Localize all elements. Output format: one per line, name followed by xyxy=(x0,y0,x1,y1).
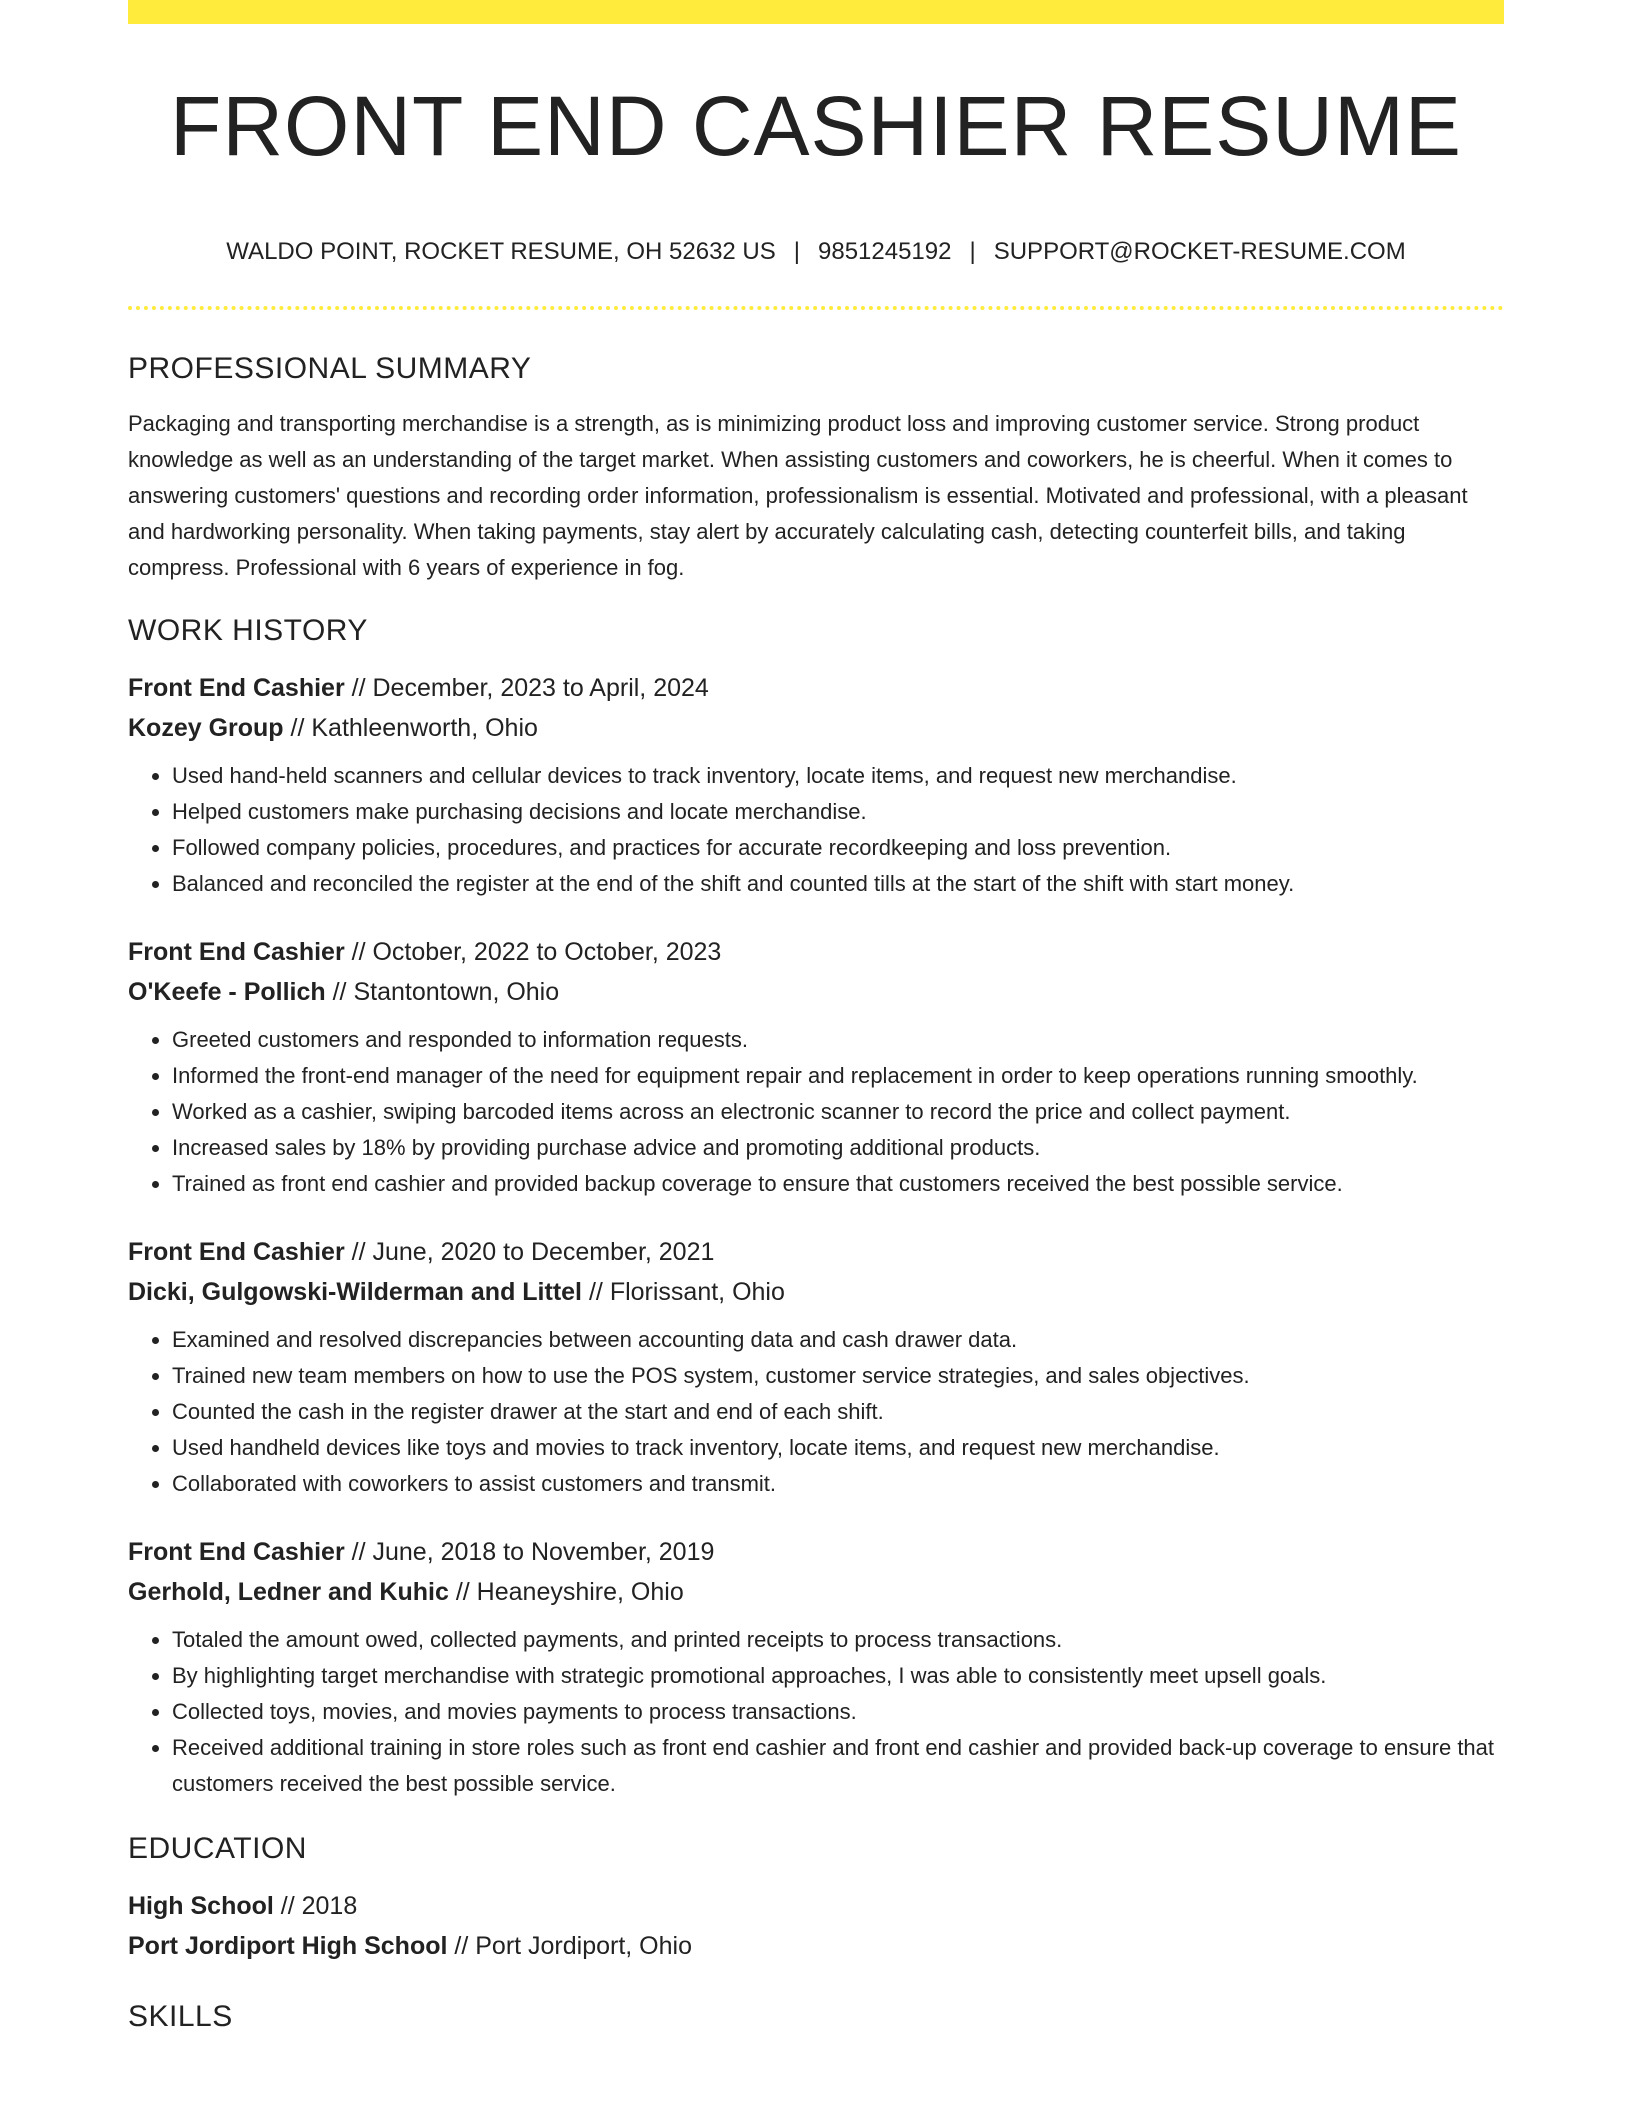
separator: // xyxy=(325,978,354,1006)
bullet-item: • Counted the cash in the register drawer at the start and end of each shift. xyxy=(172,1394,1504,1430)
job-title-line xyxy=(128,668,1504,708)
education-year: 2018 xyxy=(301,1892,358,1920)
skills-heading: SKILLS xyxy=(128,2000,233,2033)
contact-separator: | xyxy=(793,238,800,265)
job-company-line xyxy=(128,708,1504,748)
bullet-item: • By highlighting target merchandise with strategic promotional approaches, I was able to consistently meet upsell goals. xyxy=(172,1658,1504,1694)
job-company-line xyxy=(128,1272,1504,1312)
bullet-item: • Balanced and reconciled the register at the end of the shift and counted tills at the start of the shift with start money. xyxy=(172,866,1504,902)
job-location: Stantontown, Ohio xyxy=(353,978,560,1006)
separator: // xyxy=(344,938,373,966)
job-dates: December, 2023 to April, 2024 xyxy=(372,674,709,702)
bullet-item: • Informed the front-end manager of the need for equipment repair and replacement in order to keep operations running smoothly. xyxy=(172,1058,1504,1094)
separator: // xyxy=(448,1578,477,1606)
job-title: Front End Cashier xyxy=(128,1538,345,1566)
summary-text: Packaging and transporting merchandise is a strength, as is minimizing product loss and improving customer service. Strong product knowledge as well as an understanding of the target market. When assisting customers and coworkers, he is cheerful. When it comes to answering customers' questions and recording order information, professionalism is essential. Motivated and professional, with a pleasant and hardworking personality. When taking payments, stay alert by accurately calculating cash, detecting counterfeit bills, and taking compress. Professional with 6 years of experience in fog. xyxy=(128,411,1468,580)
bullet-item: • Worked as a cashier, swiping barcoded items across an electronic scanner to record the price and collect payment. xyxy=(172,1094,1504,1130)
contact-separator: | xyxy=(969,238,976,265)
bullet-item: • Followed company policies, procedures, and practices for accurate recordkeeping and loss prevention. xyxy=(172,830,1504,866)
contact-line xyxy=(128,238,1504,266)
job-bullets xyxy=(128,1322,1504,1502)
job-title-line xyxy=(128,932,1504,972)
job-title: Front End Cashier xyxy=(128,674,345,702)
job-company: O'Keefe - Pollich xyxy=(128,978,326,1006)
job-company: Gerhold, Ledner and Kuhic xyxy=(128,1578,449,1606)
separator: // xyxy=(344,674,373,702)
resume-content xyxy=(128,352,1504,2054)
job-company-line xyxy=(128,972,1504,1012)
education-school: Port Jordiport High School xyxy=(128,1932,448,1960)
bullet-item: • Examined and resolved discrepancies between accounting data and cash drawer data. xyxy=(172,1322,1504,1358)
separator: // xyxy=(582,1278,610,1306)
job-bullets xyxy=(128,1622,1504,1802)
job-company: Dicki, Gulgowski-Wilderman and Littel xyxy=(128,1278,583,1306)
summary-heading: PROFESSIONAL SUMMARY xyxy=(128,352,532,385)
job-dates: June, 2020 to December, 2021 xyxy=(372,1238,715,1266)
job-entry xyxy=(128,932,1504,1202)
education-heading: EDUCATION xyxy=(128,1832,307,1865)
separator: // xyxy=(344,1238,373,1266)
job-bullets xyxy=(128,758,1504,902)
job-location: Heaneyshire, Ohio xyxy=(476,1578,684,1606)
education-degree-line xyxy=(128,1886,1504,1926)
education-location: Port Jordiport, Ohio xyxy=(475,1932,692,1960)
separator: // xyxy=(273,1892,302,1920)
job-location: Kathleenworth, Ohio xyxy=(311,714,538,742)
bullet-item: • Trained new team members on how to use the POS system, customer service strategies, and sales objectives. xyxy=(172,1358,1504,1394)
separator: // xyxy=(283,714,312,742)
job-bullets xyxy=(128,1022,1504,1202)
job-title: Front End Cashier xyxy=(128,1238,345,1266)
job-entry xyxy=(128,1532,1504,1802)
bullet-item: • Totaled the amount owed, collected payments, and printed receipts to process transactions. xyxy=(172,1622,1504,1658)
job-company-line xyxy=(128,1572,1504,1612)
bullet-item: • Received additional training in store roles such as front end cashier and front end cashier and provided back-up coverage to ensure that customers received the best possible service. xyxy=(172,1730,1504,1802)
job-entry xyxy=(128,1232,1504,1502)
education-entry xyxy=(128,1886,1504,1966)
job-location: Florissant, Ohio xyxy=(609,1278,785,1306)
bullet-item: • Collaborated with coworkers to assist customers and transmit. xyxy=(172,1466,1504,1502)
bullet-item: • Trained as front end cashier and provided backup coverage to ensure that customers received the best possible service. xyxy=(172,1166,1504,1202)
job-title: Front End Cashier xyxy=(128,938,345,966)
contact-phone: 9851245192 xyxy=(818,238,952,265)
separator: // xyxy=(344,1538,373,1566)
bullet-item: • Greeted customers and responded to information requests. xyxy=(172,1022,1504,1058)
education-school-line xyxy=(128,1926,1504,1966)
accent-bar xyxy=(128,0,1504,24)
education-degree: High School xyxy=(128,1892,274,1920)
job-company: Kozey Group xyxy=(128,714,284,742)
contact-address: WALDO POINT, ROCKET RESUME, OH 52632 US xyxy=(226,238,776,265)
bullet-item: • Used hand-held scanners and cellular devices to track inventory, locate items, and request new merchandise. xyxy=(172,758,1504,794)
bullet-item: • Helped customers make purchasing decisions and locate merchandise. xyxy=(172,794,1504,830)
job-dates: October, 2022 to October, 2023 xyxy=(372,938,722,966)
bullet-item: • Collected toys, movies, and movies payments to process transactions. xyxy=(172,1694,1504,1730)
job-title-line xyxy=(128,1532,1504,1572)
dotted-divider xyxy=(128,306,1504,310)
work-history-heading: WORK HISTORY xyxy=(128,614,368,647)
job-dates: June, 2018 to November, 2019 xyxy=(372,1538,715,1566)
bullet-item: • Used handheld devices like toys and movies to track inventory, locate items, and request new merchandise. xyxy=(172,1430,1504,1466)
bullet-item: • Increased sales by 18% by providing purchase advice and promoting additional products. xyxy=(172,1130,1504,1166)
resume-title: FRONT END CASHIER RESUME xyxy=(170,79,1462,173)
job-title-line xyxy=(128,1232,1504,1272)
contact-email: SUPPORT@ROCKET-RESUME.COM xyxy=(993,238,1406,265)
job-entry xyxy=(128,668,1504,902)
separator: // xyxy=(447,1932,476,1960)
